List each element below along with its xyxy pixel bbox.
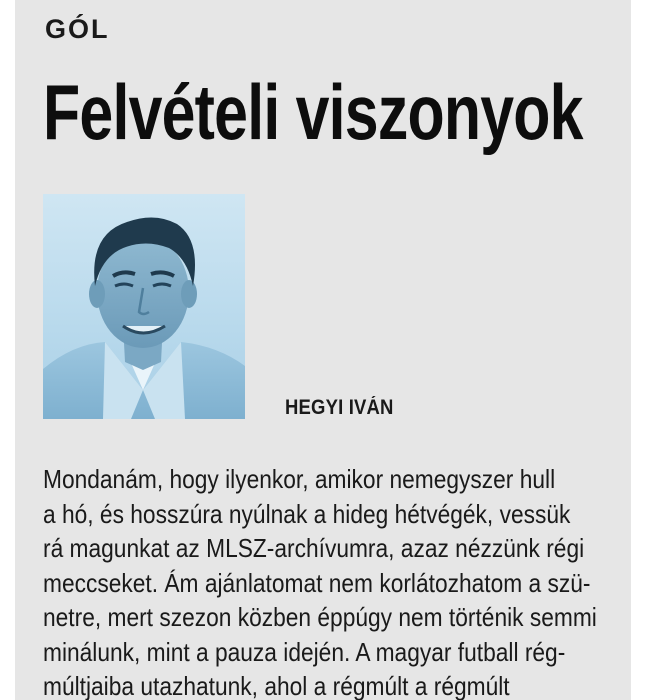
body-line: minálunk, mint a pauza idején. A magyar futball rég- [43,636,566,667]
body-line: Mondanám, hogy ilyenkor, amikor nemegyszer hull [43,464,556,494]
author-byline: HEGYI IVÁN [285,396,394,419]
body-line: meccseket. Ám ajánlatomat nem korlátozhatom a szü- [43,567,591,598]
headline: Felvételi viszonyok [43,68,583,156]
body-line: múltjaiba utazhatunk, ahol a régmúlt a régmúlt [43,671,510,700]
article-body [43,462,622,700]
section-label: GÓL [45,14,110,44]
body-line: netre, mert szezon közben éppúgy nem történik semmi [43,602,597,632]
body-line: rá magunkat az MLSZ-archívumra, azaz nézzünk régi [43,533,585,563]
body-line: a hó, és hosszúra nyúlnak a hideg hétvégék, vessük [43,498,571,529]
article-column [15,0,631,700]
author-photo [43,194,245,419]
author-portrait-icon [43,194,245,419]
